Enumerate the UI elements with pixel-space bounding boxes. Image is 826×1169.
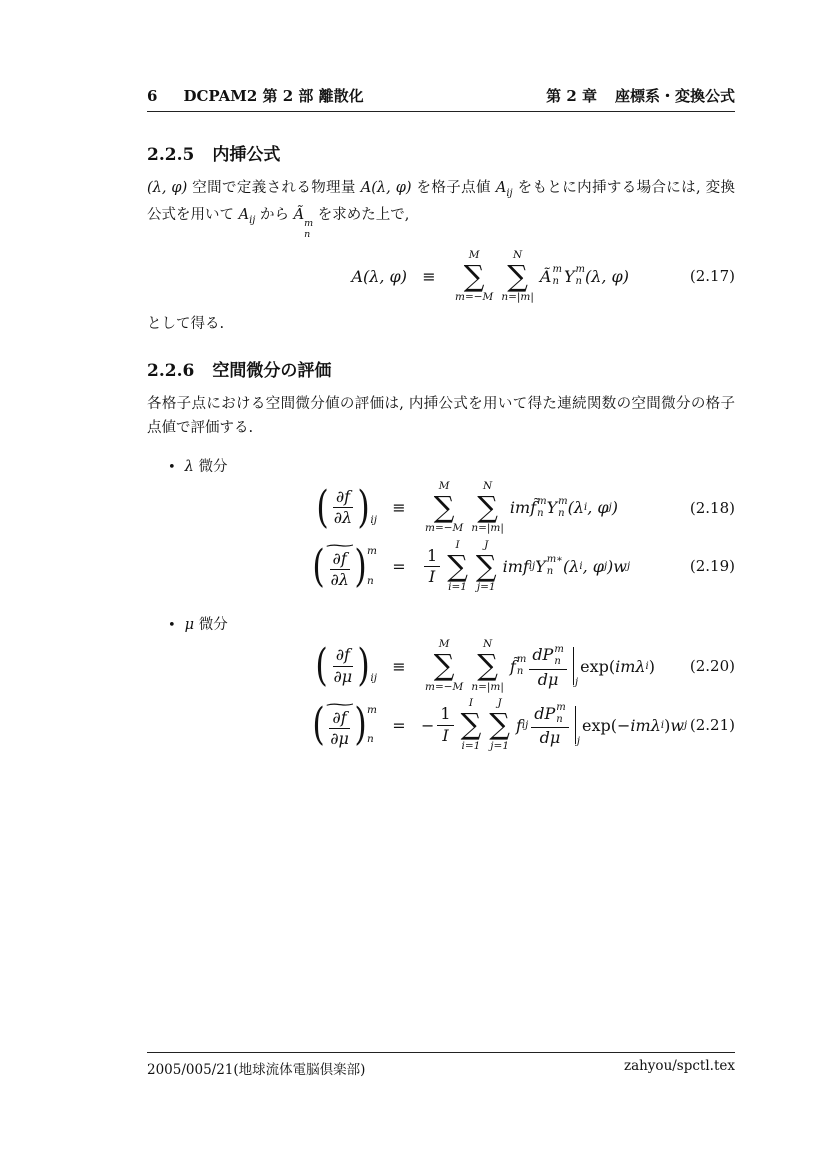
eq218-rhs: M ∑ m=−M N ∑ n=|m| im f̃ m n Y m n (λ i , φ j )	[425, 479, 618, 535]
eq219-lhs: ( ∼ $\frac{\partial f}{\partial\lambda}$ ) m n	[312, 538, 377, 592]
section-title: 空間微分の評価	[212, 360, 332, 381]
right-paren: )	[357, 640, 370, 692]
text-segment: を格子点値	[411, 179, 496, 196]
summation: M ∑ m=−M	[425, 479, 464, 535]
equation-2-17	[147, 248, 735, 304]
left-paren: (	[316, 481, 329, 533]
summation: I ∑ i=1	[447, 538, 468, 594]
paragraph-225	[147, 176, 735, 241]
equation-2-18	[147, 480, 735, 536]
part-title: DCPAM2 第 2 部 離散化	[183, 87, 364, 105]
eq220-relation: ≡	[392, 656, 406, 676]
paragraph-226: 各格子点における空間微分値の評価は, 内挿公式を用いて得た連続関数の空間微分の格子点値で評価する.	[147, 396, 735, 437]
math-A-tilde-mn: Ã m n	[293, 206, 314, 240]
footer-date-club: 2005/005/21(地球流体電脳倶楽部)	[147, 1062, 366, 1078]
equation-number: (2.18)	[689, 498, 735, 517]
summation: M ∑ m=−M	[455, 248, 494, 304]
page-number: 6	[147, 87, 158, 105]
section-number: 2.2.5	[147, 144, 195, 165]
eq218-lhs: ( $\frac{\partial f}{\partial\lambda}$ ) ij	[316, 481, 377, 533]
eq218-relation: ≡	[392, 498, 406, 518]
footer-rule	[147, 1052, 735, 1053]
header-left	[147, 88, 364, 105]
summation: N ∑ n=|m|	[501, 248, 534, 304]
left-paren: (	[315, 640, 329, 692]
equation-2-20	[147, 638, 735, 694]
equation-number: (2.17)	[689, 267, 735, 286]
eq221-lhs: ( ∼ $\frac{\partial f}{\partial\mu}$ ) m n	[312, 696, 377, 751]
right-paren: )	[354, 540, 367, 592]
math-Aij: $A_{ij}$	[495, 179, 513, 199]
bullet-lambda-derivative	[168, 455, 735, 476]
wide-tilde: ∼	[322, 538, 358, 555]
bullet-icon: •	[168, 459, 176, 475]
equation-group-lambda	[147, 480, 735, 595]
text-segment: を求めた上で,	[313, 206, 410, 223]
equation-group-mu	[147, 638, 735, 753]
equation-number: (2.21)	[689, 716, 735, 734]
header-right	[546, 88, 735, 105]
eq219-rhs: $\frac{1}{I}$ I ∑ i=1 J ∑ j=1 im f ij Y m∗ n (λ i , φ j ) w j	[421, 539, 630, 595]
equation-number: (2.19)	[689, 557, 735, 576]
chapter-number: 第 2 章	[546, 87, 597, 105]
page-content	[147, 0, 735, 753]
text-segment: 空間で定義される物理量	[187, 179, 361, 196]
summation: J ∑ j=1	[475, 538, 497, 594]
bullet-label: λ 微分	[184, 458, 228, 475]
eq217-lhs: A(λ, φ)	[351, 266, 407, 286]
summation: N ∑ n=|m|	[471, 479, 504, 535]
text-segment: から	[255, 206, 294, 223]
math-A-lambda-phi: A(λ, φ)	[360, 179, 412, 196]
math-lambda-phi: (λ, φ)	[147, 179, 188, 196]
eq217-relation: ≡	[422, 266, 436, 286]
left-paren: (	[312, 540, 326, 592]
math-Aij: $A_{ij}$	[238, 206, 256, 226]
header-rule	[147, 111, 735, 112]
eq219-relation: =	[392, 556, 406, 576]
evaluated-at-bar: j	[575, 706, 580, 744]
right-paren: )	[357, 481, 370, 533]
wide-tilde: ∼	[321, 696, 358, 713]
equation-2-19	[147, 539, 735, 595]
section-heading-226	[147, 361, 735, 381]
running-header	[147, 88, 735, 105]
eq220-lhs: ( $\frac{\partial f}{\partial\mu}$ ) ij	[315, 640, 377, 692]
evaluated-at-bar: j	[573, 647, 578, 685]
equation-2-21	[147, 697, 735, 753]
eq217-rhs: M ∑ m=−M N ∑ n=|m| Ã m n Y m n (λ, φ)	[455, 248, 629, 304]
section-number: 2.2.6	[147, 360, 195, 381]
summation: M ∑ m=−M	[425, 638, 464, 693]
right-paren: )	[354, 699, 367, 751]
eq220-rhs: M ∑ m=−M N ∑ n=|m| f̃ m n dP m n dμ $_j$ exp( imλ i )	[425, 638, 655, 693]
footer-filename: zahyou/spctl.tex	[623, 1058, 735, 1074]
chapter-title: 座標系・変換公式	[614, 87, 735, 105]
after-equation-text: として得る.	[147, 316, 225, 333]
text-segment: をもとに内挿する場合には, 変換公式を用いて	[147, 179, 736, 223]
bullet-label: μ 微分	[184, 617, 228, 634]
equation-number: (2.20)	[689, 657, 735, 676]
eq221-relation: =	[392, 715, 406, 735]
page-footer	[147, 1052, 735, 1078]
summation: J ∑ j=1	[489, 697, 510, 752]
bullet-mu-derivative	[168, 613, 735, 634]
section-heading-225	[147, 145, 735, 165]
left-paren: (	[312, 699, 325, 751]
section-title: 内挿公式	[212, 144, 281, 165]
summation: N ∑ n=|m|	[471, 638, 504, 693]
summation: I ∑ i=1	[460, 697, 482, 752]
bullet-icon: •	[168, 618, 176, 634]
eq221-rhs: − $\frac{1}{I}$ I ∑ i=1 J ∑ j=1 f ij dP m n dμ $_j$ exp( −imλ i ) w j	[421, 697, 688, 752]
